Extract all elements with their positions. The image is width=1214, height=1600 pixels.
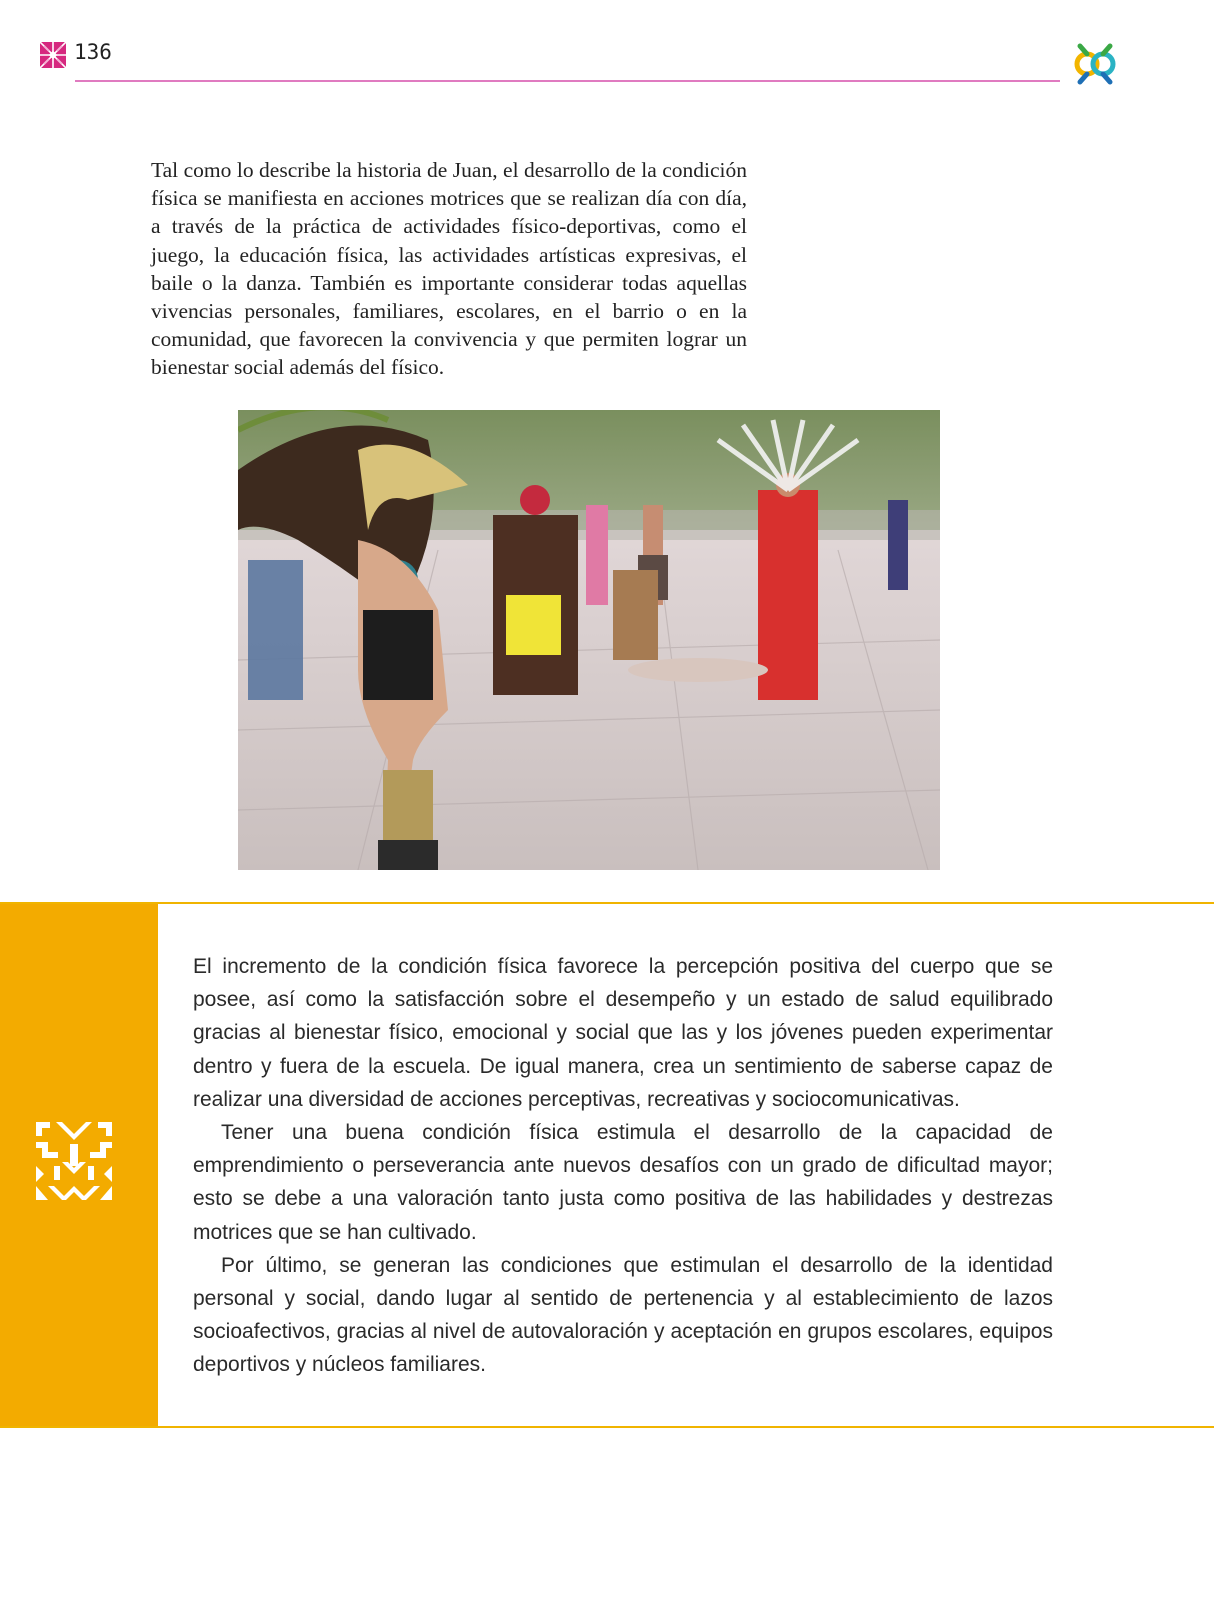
box-bottom-rule: [0, 1426, 1214, 1428]
highlight-paragraph-1: El incremento de la condición física favorece la percepción positiva del cuerpo que se posee, así como la satisfacción sobre el desempeño y un estado de salud equilibrado gracias al bienestar físico, emocional y social que las y los jóvenes pueden experimentar dentro y fuera de la escuela. De igual manera, crea un sentimiento de saberse capaz de realizar una diversidad de acciones perceptivas, recreativas y sociocomunicativas.: [193, 955, 1053, 1111]
header-pattern-icon: [40, 42, 66, 68]
intro-paragraph: Tal como lo describe la historia de Juan, el desarrollo de la condición física se manifiesta en acciones motrices que se realizan día con día, a través de la práctica de actividades físico-deportivas, como el juego, la educación física, las actividades artísticas expresivas, el baile o la danza. También es importante considerar todas aquellas vivencias personales, familiares, escolares, en el barrio o en la comunidad, que favorecen la convivencia y que permiten lograr un bienestar social además del físico.: [151, 158, 747, 380]
dancers-photo: [238, 410, 940, 870]
highlight-paragraph-2: Tener una buena condición física estimula el desarrollo de la capacidad de emprendimiento o perseverancia ante nuevos desafíos con un grado de dificultad mayor; esto se debe a una valoración tanto justa como positiva de las habilidades y destrezas motrices que se han cultivado.: [193, 1121, 1053, 1244]
highlight-paragraph-3: Por último, se generan las condiciones que estimulan el desarrollo de la identidad personal y social, dando lugar al sentido de pertenencia y al establecimiento de lazos socioafectivos, gracias al nivel de autovaloración y aceptación en grupos escolares, equipos deportivos y núcleos familiares.: [193, 1253, 1053, 1377]
header-rule: [75, 80, 1060, 82]
page-number: 136: [74, 40, 112, 64]
geometric-pattern-icon: [36, 1122, 112, 1200]
publisher-logo-icon: [1072, 42, 1118, 86]
highlight-text: [193, 950, 1053, 1382]
box-top-rule: [0, 902, 1214, 904]
